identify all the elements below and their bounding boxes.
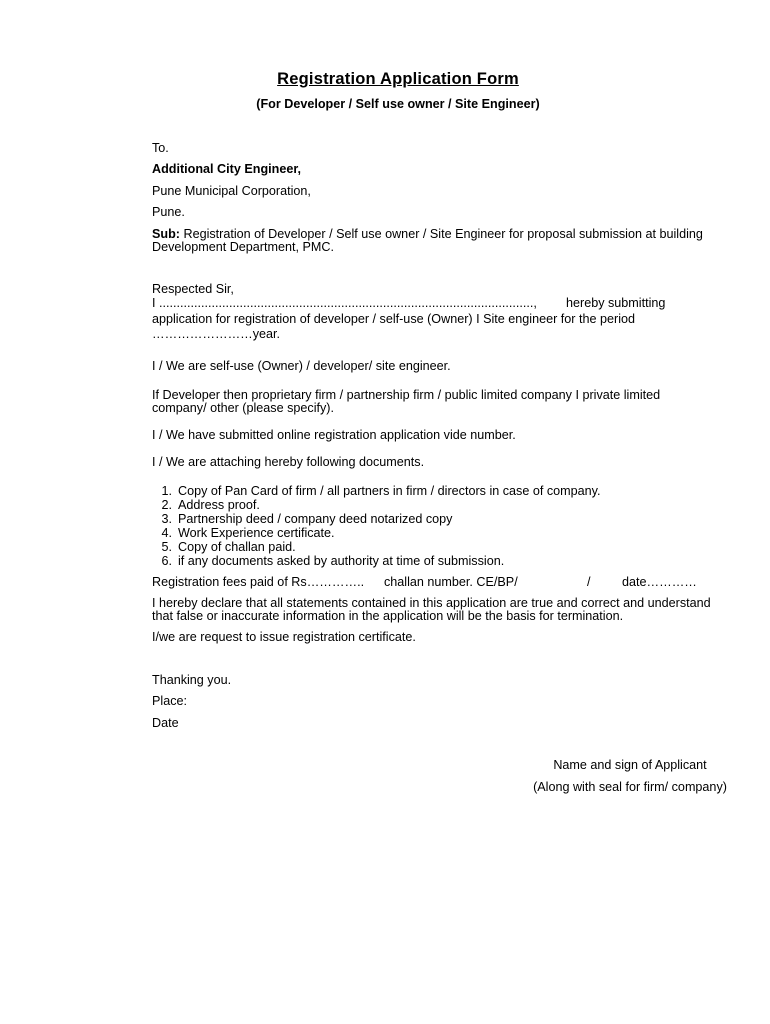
online-registration: I / We have submitted online registration application vide number. [152, 428, 516, 442]
list-item: Copy of challan paid. [178, 540, 296, 554]
list-item-number: 4. [161, 526, 172, 540]
thanking-you: Thanking you. [152, 673, 232, 687]
addressee: Additional City Engineer, [152, 162, 302, 176]
challan-slash: / [587, 575, 591, 589]
list-item: Address proof. [178, 498, 260, 512]
list-item-number: 5. [161, 540, 172, 554]
to-label: To. [152, 141, 169, 155]
salutation: Respected Sir, [152, 282, 234, 296]
list-item: Copy of Pan Card of firm / all partners in firm / directors in case of company. [178, 484, 601, 498]
subject-text: Registration of Developer / Self use owner / Site Engineer for proposal submission at building [179, 227, 703, 241]
list-item-number: 3. [161, 512, 172, 526]
organization: Pune Municipal Corporation, [152, 184, 311, 198]
subject-label: Sub: [152, 227, 180, 241]
certificate-request: I/we are request to issue registration certificate. [152, 630, 416, 644]
developer-line-1: If Developer then proprietary firm / partnership firm / public limited company I private limited [152, 388, 661, 402]
application-line: application for registration of developer / self-use (Owner) I Site engineer for the period [152, 312, 636, 326]
list-item: if any documents asked by authority at time of submission. [178, 554, 505, 568]
fees-paid: Registration fees paid of Rs………….. [152, 575, 365, 589]
applicant-name-line: I ..........................................................................................................., [152, 296, 537, 310]
hereby-submitting: hereby submitting [566, 296, 666, 310]
attaching-documents: I / We are attaching hereby following documents. [152, 455, 425, 469]
list-item-number: 6. [161, 554, 172, 568]
list-item: Work Experience certificate. [178, 526, 335, 540]
developer-line-2: company/ other (please specify). [152, 401, 334, 415]
list-item: Partnership deed / company deed notarized copy [178, 512, 453, 526]
city: Pune. [152, 205, 185, 219]
subject-line-2: Development Department, PMC. [152, 240, 334, 254]
owner-statement: I / We are self-use (Owner) / developer/ site engineer. [152, 359, 451, 373]
list-item-number: 2. [161, 498, 172, 512]
applicant-sign-label: Name and sign of Applicant [553, 758, 707, 772]
declaration-line-1: I hereby declare that all statements contained in this application are true and correct and understand [152, 596, 711, 610]
form-title: Registration Application Form [277, 70, 519, 88]
period-line: ……………………year. [152, 327, 281, 341]
seal-note: (Along with seal for firm/ company) [533, 780, 727, 794]
form-subtitle: (For Developer / Self use owner / Site Engineer) [256, 97, 540, 111]
date-label: Date [152, 716, 179, 730]
subject-line-1 [152, 227, 703, 241]
challan-number: challan number. CE/BP/ [384, 575, 518, 589]
list-item-number: 1. [161, 484, 172, 498]
place-label: Place: [152, 694, 188, 708]
fees-date: date………… [622, 575, 697, 589]
declaration-line-2: that false or inaccurate information in the application will be the basis for termination. [152, 609, 624, 623]
